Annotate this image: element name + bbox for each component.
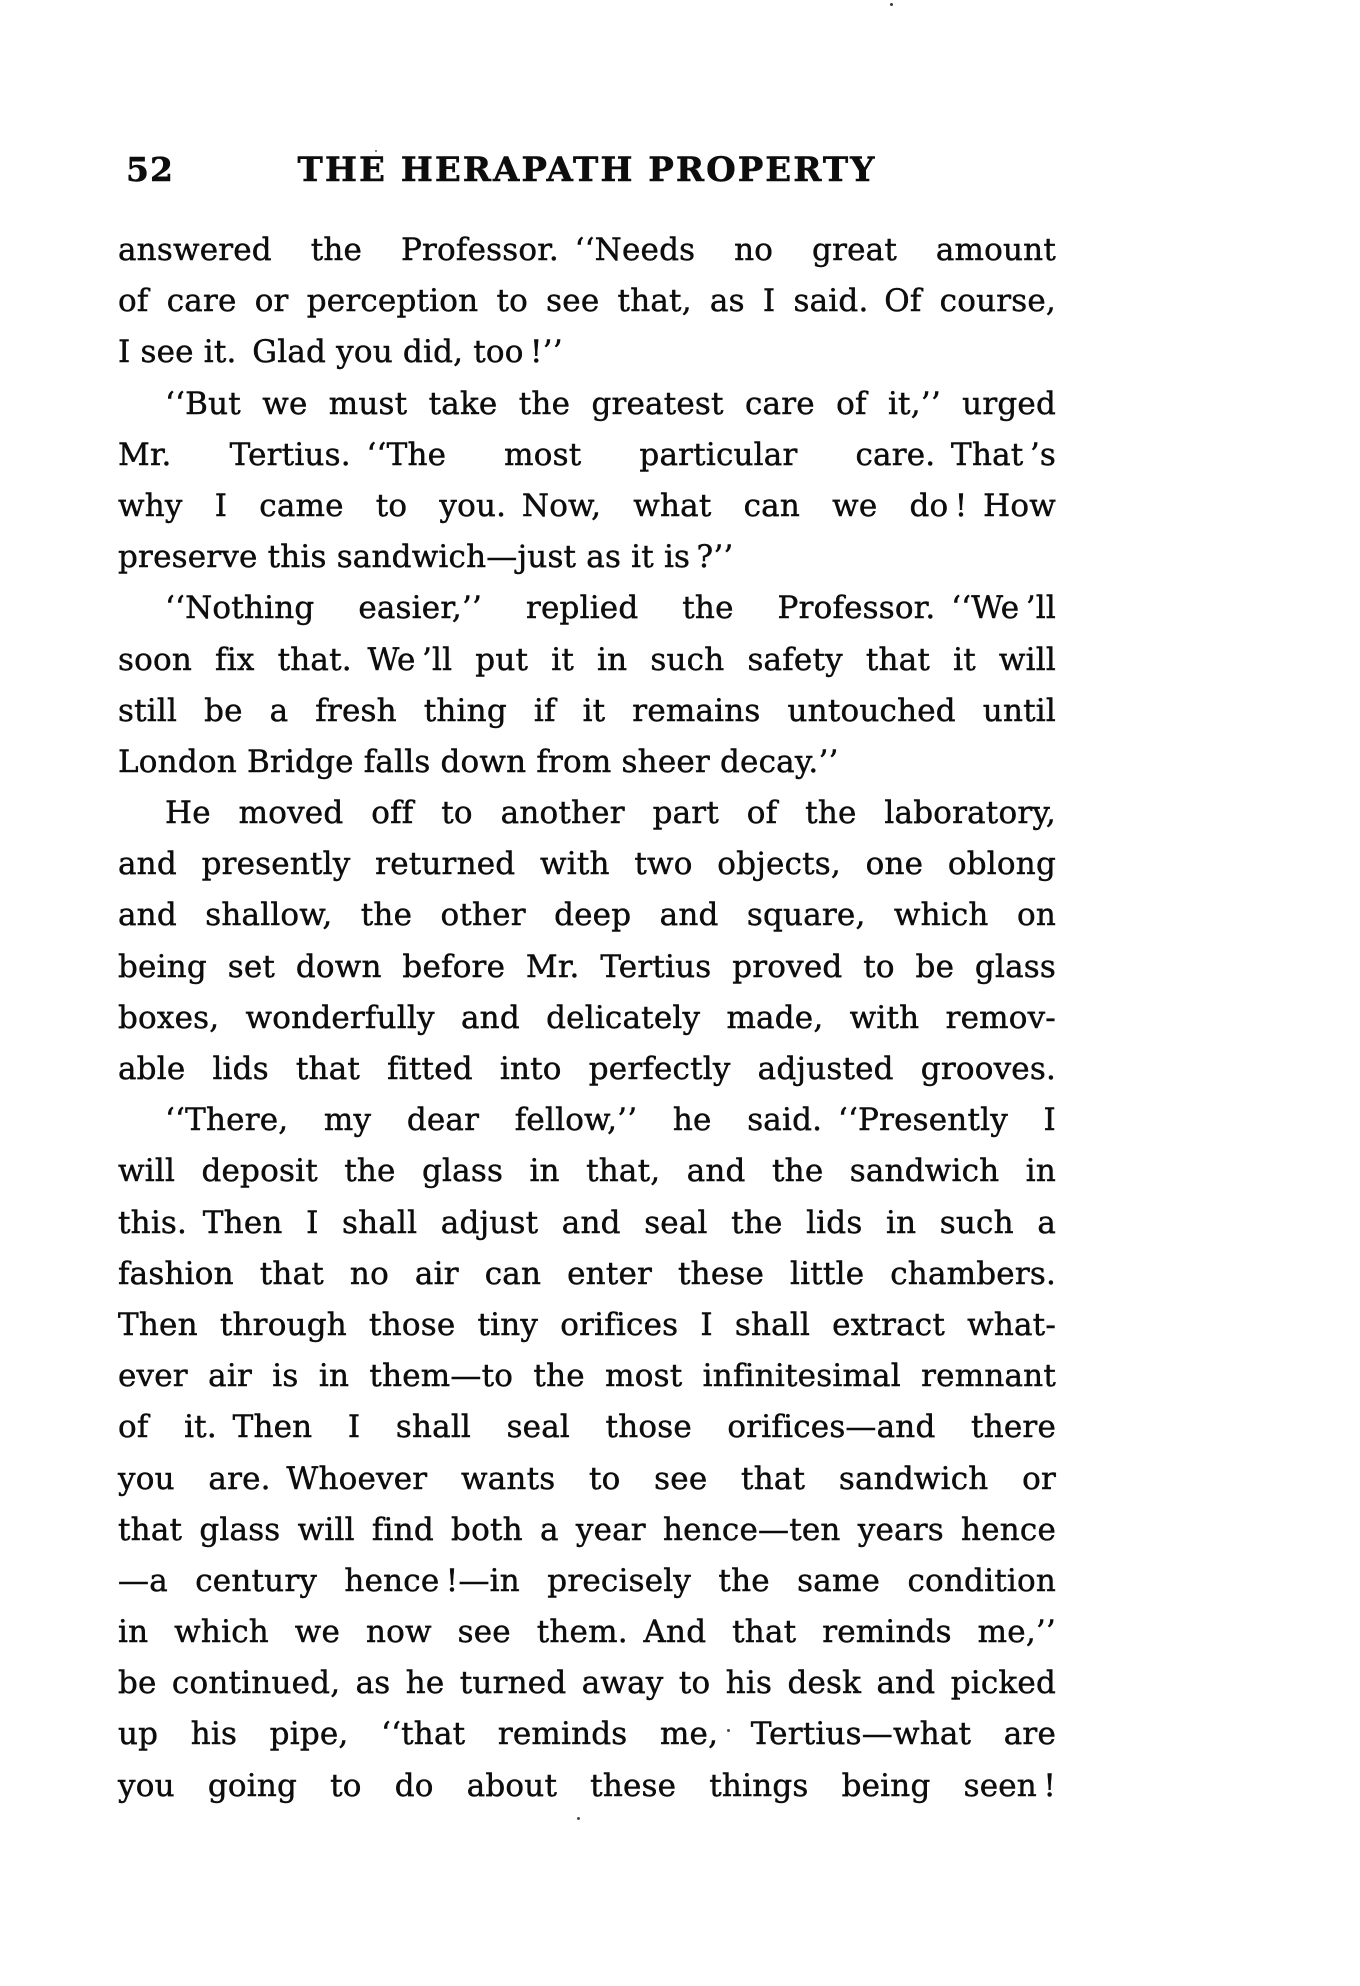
running-title: THE HERAPATH PROPERTY [297,150,877,190]
text-line: in which we now see them. And that reminds me,’’ [118,1614,1056,1651]
text-line: able lids that fitted into perfectly adjusted grooves. [118,1051,1056,1087]
text-line: of it. Then I shall seal those orifices—and there [118,1409,1056,1446]
text-line: I see it. Glad you did, too !’’ [118,334,563,371]
page-number: 52 [126,150,174,189]
ink-speck [890,3,893,6]
text-line: why I came to you. Now, what can we do ! How [118,487,1056,524]
text-line: answered the Professor. ‘‘Needs no great amount [118,232,1056,268]
text-line: London Bridge falls down from sheer decay.’’ [118,743,839,780]
text-line: ‘‘There, my dear fellow,’’ he said. ‘‘Presently I [165,1102,1056,1139]
text-line: fashion that no air can enter these little chambers. [118,1255,1056,1292]
text-line: of care or perception to see that, as I said. Of course, [118,283,1056,320]
ink-speck [577,1817,580,1820]
text-line: you are. Whoever wants to see that sandwich or [118,1460,1056,1497]
text-line: ‘‘But we must take the greatest care of it,’’ urged [165,385,1056,422]
text-line: that glass will find both a year hence—ten years hence [118,1511,1056,1548]
text-line: and presently returned with two objects, one oblong [118,846,1056,883]
text-line: He moved off to another part of the laboratory, [165,795,1056,832]
page-text [118,225,1056,1812]
text-line: this. Then I shall adjust and seal the lids in such a [118,1204,1056,1241]
text-line: soon fix that. We ’ll put it in such safety that it will [118,641,1056,678]
text-line: and shallow, the other deep and square, which on [118,897,1056,934]
running-header [118,150,1056,200]
text-line: up his pipe, ‘‘that reminds me, Tertius—what are [118,1716,1056,1753]
text-line: will deposit the glass in that, and the sandwich in [118,1153,1056,1190]
text-line: being set down before Mr. Tertius proved to be glass [118,948,1056,985]
text-line: Then through those tiny orifices I shall extract what- [118,1306,1056,1343]
text-line: you going to do about these things being seen ! [118,1767,1056,1804]
text-line: Mr. Tertius. ‘‘The most particular care. That ’s [118,436,1056,473]
text-line: ‘‘Nothing easier,’’ replied the Professor. ‘‘We ’ll [165,590,1056,627]
text-line: —a century hence !—in precisely the same condition [118,1562,1056,1599]
text-line: preserve this sandwich—just as it is ?’’ [118,539,734,576]
text-line: boxes, wonderfully and delicately made, with remov- [118,999,1056,1036]
text-line: be continued, as he turned away to his desk and picked [118,1665,1056,1702]
text-line: still be a fresh thing if it remains untouched until [118,692,1056,729]
text-line: ever air is in them—to the most infinitesimal remnant [118,1358,1056,1395]
